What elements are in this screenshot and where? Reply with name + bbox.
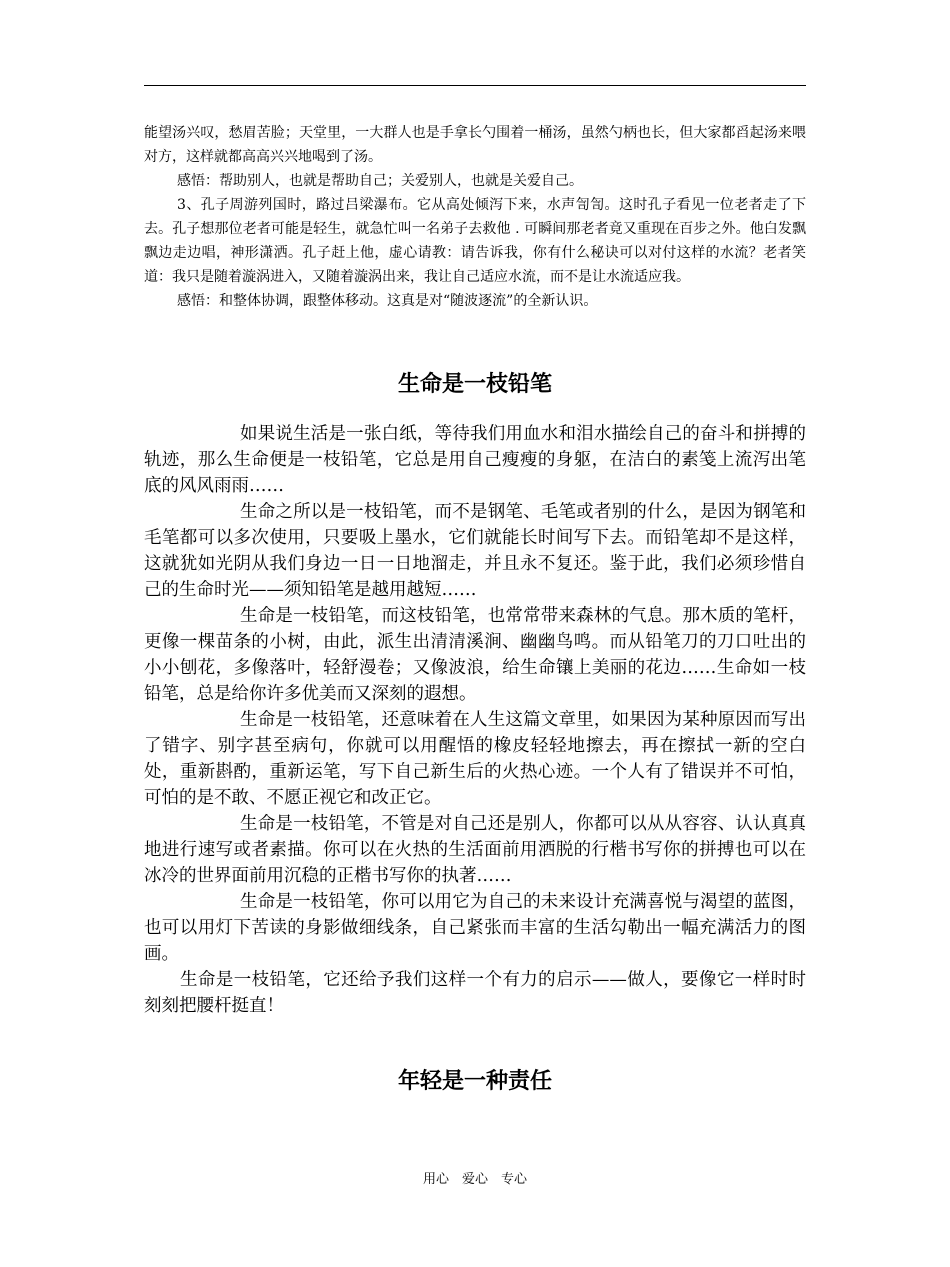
paragraph: 生命是一枝铅笔，还意味着在人生这篇文章里，如果因为某种原因而写出了错字、别字甚至病句，你就可以用醒悟的橡皮轻轻地擦去，再在擦拭一新的空白处，重新斟酌，重新运笔，写下自己新生后的火热心迹。一个人有了错误并不可怕，可怕的是不敢、不愿正视它和改正它。 bbox=[144, 710, 806, 808]
paragraph: 生命是一枝铅笔，不管是对自己还是别人，你都可以从从容容、认认真真地进行速写或者素描。你可以在火热的生活面前用洒脱的行楷书写你的拼搏也可以在冰冷的世界面前用沉稳的正楷书写你的执著…… bbox=[144, 814, 806, 886]
paragraph: 生命之所以是一枝铅笔，而不是钢笔、毛笔或者别的什么，是因为钢笔和毛笔都可以多次使用，只要吸上墨水，它们就能长时间写下去。而铅笔却不是这样，这就犹如光阴从我们身边一日一日地溜走，并且永不复还。鉴于此，我们必须珍惜自己的生命时光——须知铅笔是越用越短…… bbox=[144, 502, 806, 600]
page-footer: 用心 爱心 专心 bbox=[422, 1172, 527, 1187]
paragraph: 能望汤兴叹，愁眉苦脸；天堂里，一大群人也是手拿长勺围着一桶汤，虽然勺柄也长，但大家都舀起汤来喂对方，这样就都高高兴兴地喝到了汤。 bbox=[144, 125, 806, 165]
paragraph: 生命是一枝铅笔，它还给予我们这样一个有力的启示——做人，要像它一样时时刻刻把腰杆挺直！ bbox=[144, 970, 806, 1016]
article-body bbox=[144, 421, 806, 1019]
paragraph: 感悟：和整体协调，跟整体移动。这真是对“随波逐流”的全新认识。 bbox=[177, 293, 598, 309]
article-title: 年轻是一种责任 bbox=[397, 1068, 552, 1094]
paragraph: 生命是一枝铅笔，你可以用它为自己的未来设计充满喜悦与渴望的蓝图，也可以用灯下苦读的身影做细线条，自己紧张而丰富的生活勾勒出一幅充满活力的图画。 bbox=[144, 892, 806, 964]
paragraph: 感悟：帮助别人，也就是帮助自己；关爱别人，也就是关爱自己。 bbox=[177, 173, 583, 189]
previous-article-text bbox=[144, 121, 806, 313]
paragraph: 生命是一枝铅笔，而这枝铅笔，也常常带来森林的气息。那木质的笔杆，更像一棵苗条的小树，由此，派生出清清溪涧、幽幽鸟鸣。而从铅笔刀的刀口吐出的小小刨花，多像落叶，轻舒漫卷；又像波浪，给生命镶上美丽的花边……生命如一枝铅笔，总是给你许多优美而又深刻的遐想。 bbox=[144, 606, 806, 704]
article-title: 生命是一枝铅笔 bbox=[397, 371, 552, 397]
header-rule bbox=[144, 85, 806, 86]
paragraph: 如果说生活是一张白纸，等待我们用血水和泪水描绘自己的奋斗和拼搏的轨迹，那么生命便是一枝铅笔，它总是用自己瘦瘦的身躯，在洁白的素笺上流泻出笔底的风风雨雨…… bbox=[144, 424, 806, 496]
paragraph: 3、孔子周游列国时，路过吕梁瀑布。它从高处倾泻下来，水声訇訇。这时孔子看见一位老者走了下去。孔子想那位老者可能是轻生，就急忙叫一名弟子去救他 . 可瞬间那老者竟又重现在百步之外。他白发飘飘边走边唱，神形潇洒。孔子赶上他，虚心请教：请告诉我，你有什么秘诀可以对付这样的水流？老者笑道：我只是随着漩涡进入，又随着漩涡出来，我让自己适应水流，而不是让水流适应我。 bbox=[144, 197, 806, 285]
